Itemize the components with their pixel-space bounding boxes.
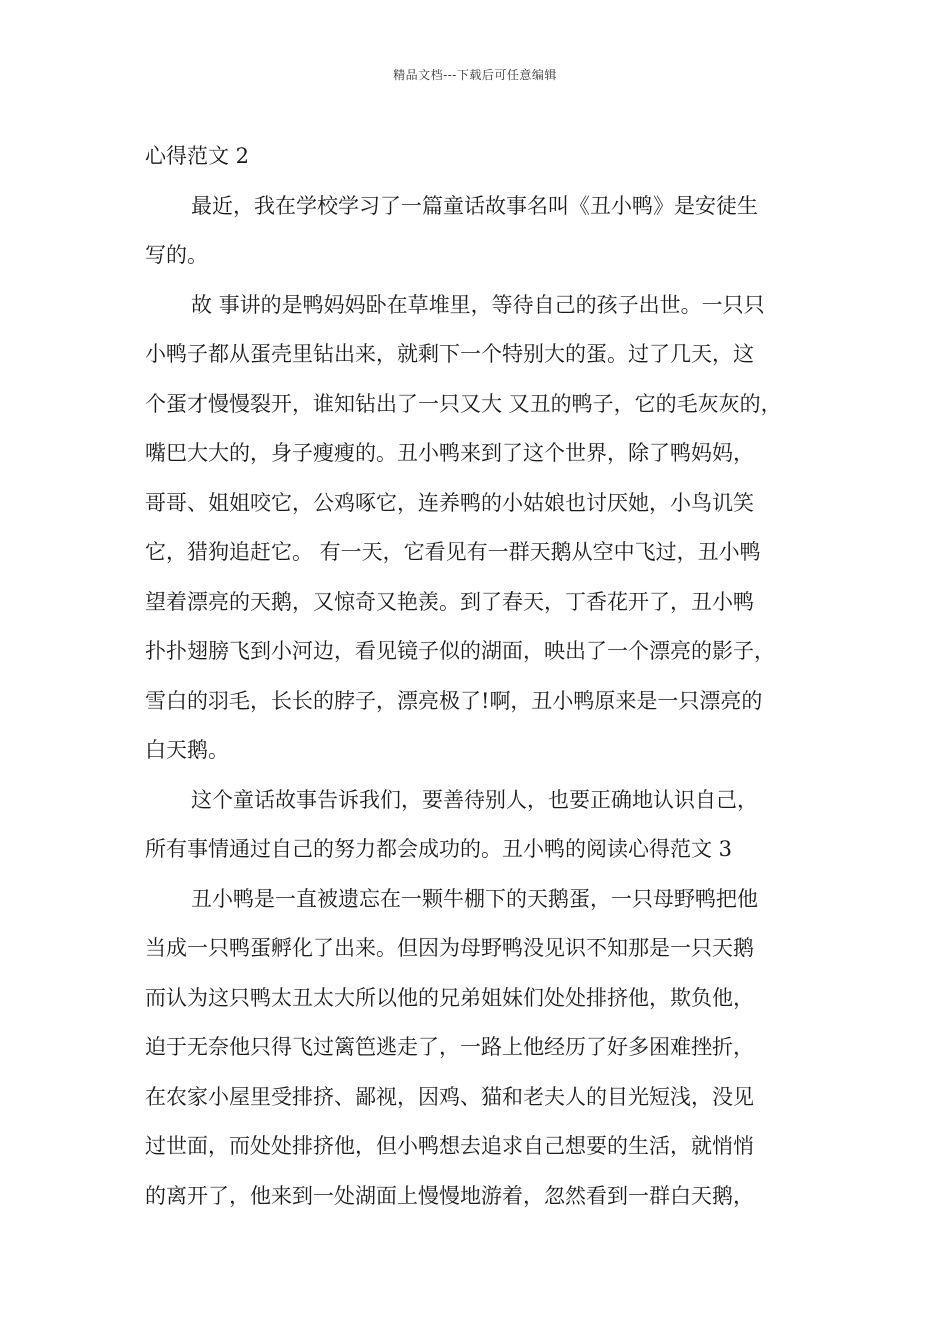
paragraph-line: 望着漂亮的天鹅，又惊奇又艳羡。到了春天，丁香花开了，丑小鸭 <box>145 589 754 614</box>
paragraph-line: 当成一只鸭蛋孵化了出来。但因为母野鸭没见识不知那是一只天鹅 <box>145 936 754 960</box>
paragraph-line: 写的。 <box>145 243 208 267</box>
paragraph-line: 过世面，而处处排挤他，但小鸭想去追求自己想要的生活，就悄悄 <box>145 1134 754 1158</box>
paragraph-line: 最近，我在学校学习了一篇童话故事名叫《丑小鸭》是安徒生 <box>191 193 758 218</box>
paragraph <box>145 875 810 1222</box>
section-heading: 心得范文 2 <box>145 144 250 168</box>
paragraph-line: 而认为这只鸭太丑太大所以他的兄弟姐妹们处处排挤他，欺负他， <box>145 985 754 1010</box>
document-body <box>145 132 810 1221</box>
paragraph-line: 白天鹅。 <box>145 738 229 762</box>
paragraph-line: 的离开了，他来到一处湖面上慢慢地游着，忽然看到一群白天鹅， <box>145 1183 754 1208</box>
paragraph-line: 雪白的羽毛，长长的脖子，漂亮极了!啊，丑小鸭原来是一只漂亮的 <box>145 688 763 713</box>
paragraph-line: 个蛋才慢慢裂开，谁知钻出了一只又大 又丑的鸭子，它的毛灰灰的， <box>145 391 782 416</box>
paragraph-line: 小鸭子都从蛋壳里钻出来，就剩下一个特别大的蛋。过了几天，这 <box>145 342 754 366</box>
paragraph-line: 扑扑翅膀飞到小河边，看见镜子似的湖面，映出了一个漂亮的影子， <box>145 639 775 663</box>
paragraph-line: 迫于无奈他只得飞过篱笆逃走了，一路上他经历了好多困难挫折， <box>145 1035 754 1059</box>
paragraph-line: 哥哥、姐姐咬它，公鸡啄它，连养鸭的小姑娘也讨厌她，小鸟讥笑 <box>145 490 754 515</box>
paragraph-line: 它，猎狗追赶它。 有一天，它看见有一群天鹅从空中飞过，丑小鸭 <box>145 540 761 564</box>
page-header: 精品文档---下载后可任意编辑 <box>393 68 557 82</box>
paragraph-line: 丑小鸭是一直被遗忘在一颗牛棚下的天鹅蛋，一只母野鸭把他 <box>191 886 758 911</box>
paragraph <box>145 776 810 875</box>
paragraph <box>145 281 810 776</box>
paragraph-line: 故 事讲的是鸭妈妈卧在草堆里，等待自己的孩子出世。一只只 <box>191 292 765 317</box>
paragraph-line: 所有事情通过自己的努力都会成功的。丑小鸭的阅读心得范文 3 <box>145 837 733 861</box>
paragraph-line: 这个童话故事告诉我们，要善待别人，也要正确地认识自己， <box>191 787 758 812</box>
paragraph-line: 嘴巴大大的，身子瘦瘦的。丑小鸭来到了这个世界，除了鸭妈妈， <box>145 441 754 465</box>
paragraph-line: 在农家小屋里受排挤、鄙视，因鸡、猫和老夫人的目光短浅，没见 <box>145 1084 754 1109</box>
paragraph <box>145 182 810 281</box>
